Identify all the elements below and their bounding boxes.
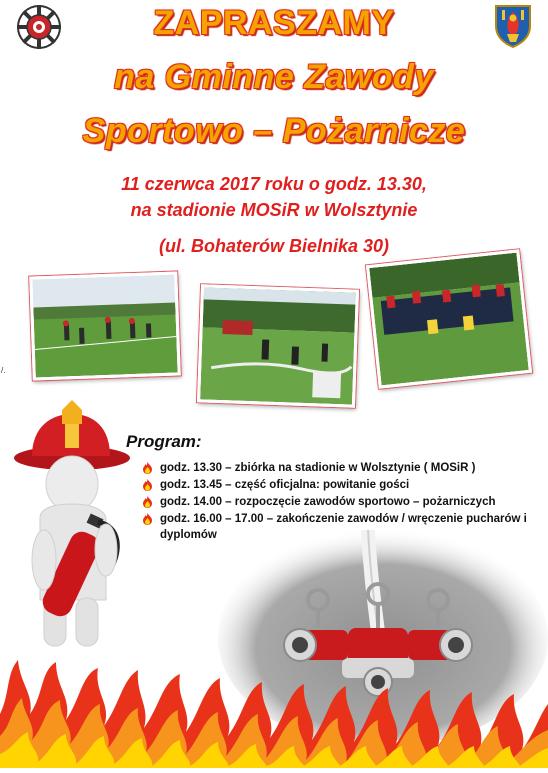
program-item-text: godz. 14.00 – rozpoczęcie zawodów sportowo – pożarniczych: [160, 496, 496, 508]
headline-event-type: Sportowo – Pożarnicze: [82, 112, 466, 150]
headline-invite: ZAPRASZAMY: [153, 4, 395, 42]
program-item: [142, 494, 542, 510]
event-address: (ul. Bohaterów Bielnika 30): [158, 236, 390, 256]
program-item: [142, 460, 542, 476]
flame-bullet-icon: [142, 462, 153, 474]
event-date: 11 czerwca 2017 roku o godz. 13.30,: [121, 174, 427, 194]
flame-bullet-icon: [142, 496, 153, 508]
program-item: [142, 477, 542, 493]
photo-competition-field: [29, 271, 181, 380]
flame-bullet-icon: [142, 479, 153, 491]
program-item-text: godz. 16.00 – 17.00 – zakończenie zawodów / wręczenie pucharów i dyplomów: [160, 513, 527, 541]
program-title: Program:: [126, 432, 202, 451]
program-item-text: godz. 13.30 – zbiórka na stadionie w Wolsztynie ( MOSiR ): [160, 462, 476, 474]
headline-event-name: na Gminne Zawody: [114, 58, 434, 96]
photo-hose-drill: [197, 284, 359, 407]
flame-bullet-icon: [142, 513, 153, 525]
flames-border-decoration: [0, 654, 548, 768]
margin-mark: /.: [1, 366, 6, 375]
photo-team-group: [366, 249, 532, 388]
program-item-text: godz. 13.45 – część oficjalna: powitanie gości: [160, 479, 410, 491]
event-venue: na stadionie MOSiR w Wolsztynie: [130, 200, 418, 220]
firefighter-figure-illustration: [10, 400, 142, 650]
